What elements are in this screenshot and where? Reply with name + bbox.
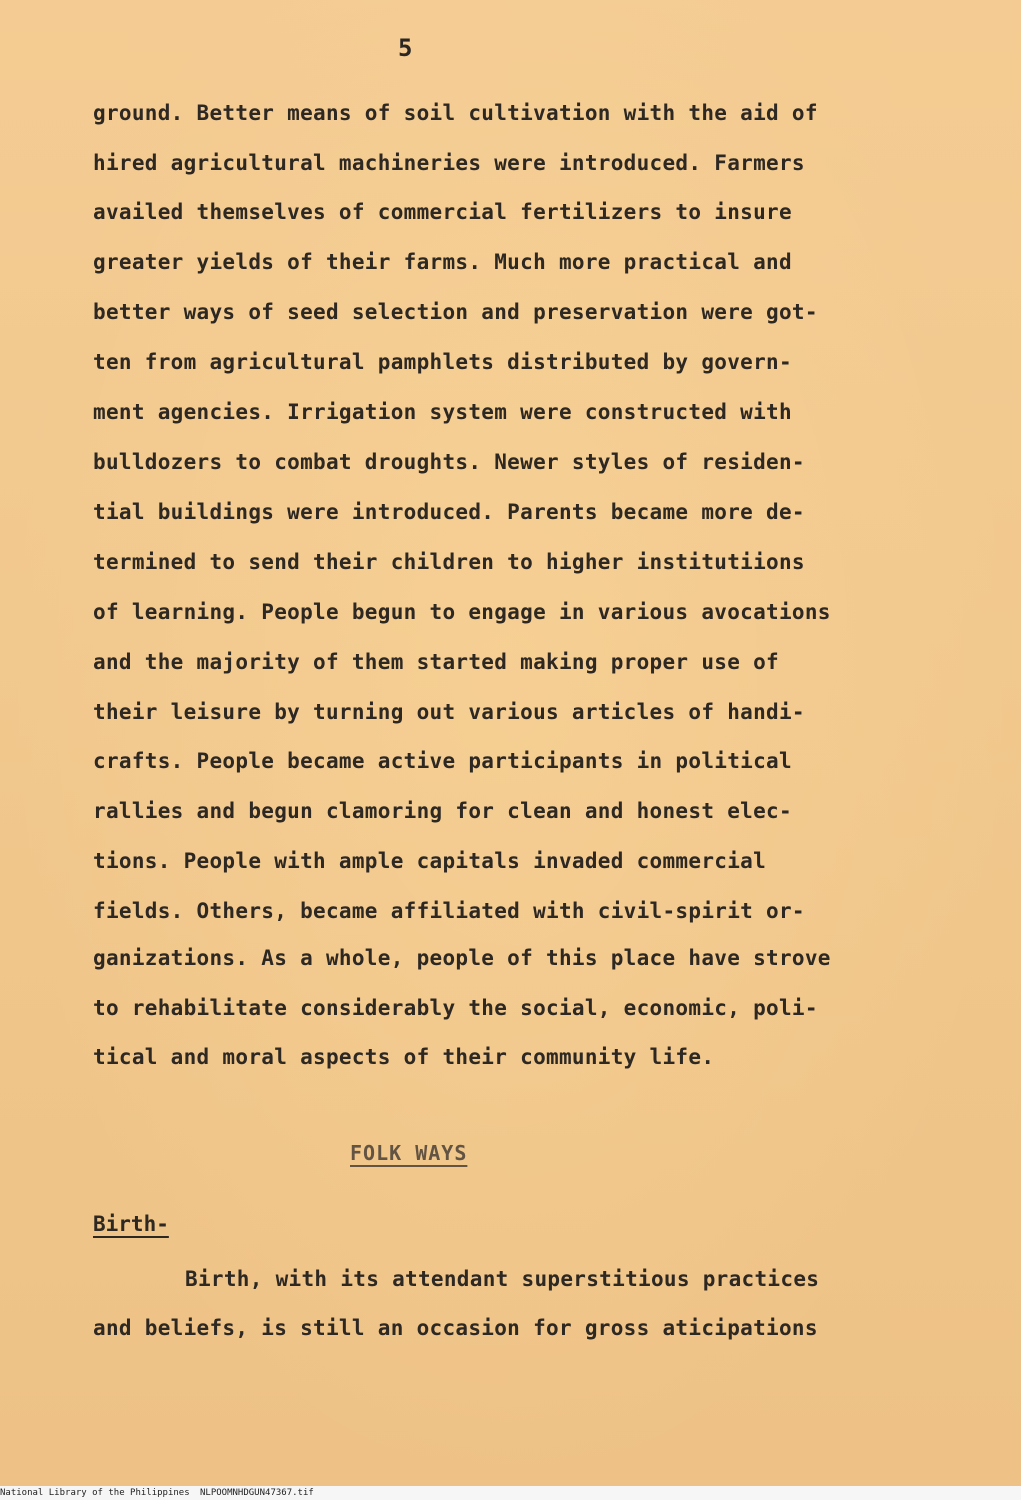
footer-library: National Library of the Philippines: [0, 1488, 190, 1498]
text-line: and the majority of them started making proper use of: [93, 650, 779, 674]
text-line: bulldozers to combat droughts. Newer styles of residen-: [93, 450, 805, 474]
text-line: their leisure by turning out various articles of handi-: [93, 700, 805, 724]
text-line: ground. Better means of soil cultivation with the aid of: [93, 101, 818, 125]
text-line: fields. Others, became affiliated with civil-spirit or-: [93, 899, 805, 923]
text-line: tial buildings were introduced. Parents became more de-: [93, 500, 805, 524]
text-line: Birth, with its attendant superstitious practices: [185, 1267, 820, 1291]
text-line: ment agencies. Irrigation system were constructed with: [93, 400, 792, 424]
subheading: Birth-: [93, 1212, 169, 1236]
text-line: rallies and begun clamoring for clean and honest elec-: [93, 799, 792, 823]
text-line: crafts. People became active participants in political: [93, 749, 792, 773]
text-line: tions. People with ample capitals invaded commercial: [93, 849, 767, 873]
page-number: 5: [398, 34, 413, 62]
text-line: greater yields of their farms. Much more practical and: [93, 250, 792, 274]
text-line: hired agricultural machineries were introduced. Farmers: [93, 151, 805, 175]
text-line: and beliefs, is still an occasion for gross aticipations: [93, 1316, 818, 1340]
section-heading: FOLK WAYS: [350, 1141, 468, 1165]
scan-footer: [0, 1486, 1021, 1500]
text-line: better ways of seed selection and preservation were got-: [93, 300, 818, 324]
text-line: ten from agricultural pamphlets distributed by govern-: [93, 350, 792, 374]
text-line: to rehabilitate considerably the social, economic, poli-: [93, 996, 818, 1020]
text-line: availed themselves of commercial fertilizers to insure: [93, 200, 792, 224]
text-line: ganizations. As a whole, people of this place have strove: [93, 946, 831, 970]
text-line: tical and moral aspects of their community life.: [93, 1045, 715, 1069]
text-line: of learning. People begun to engage in various avocations: [93, 600, 831, 624]
footer-file-id: NLPOOMNHDGUN47367.tif: [200, 1488, 314, 1498]
text-line: termined to send their children to higher institutiions: [93, 550, 805, 574]
